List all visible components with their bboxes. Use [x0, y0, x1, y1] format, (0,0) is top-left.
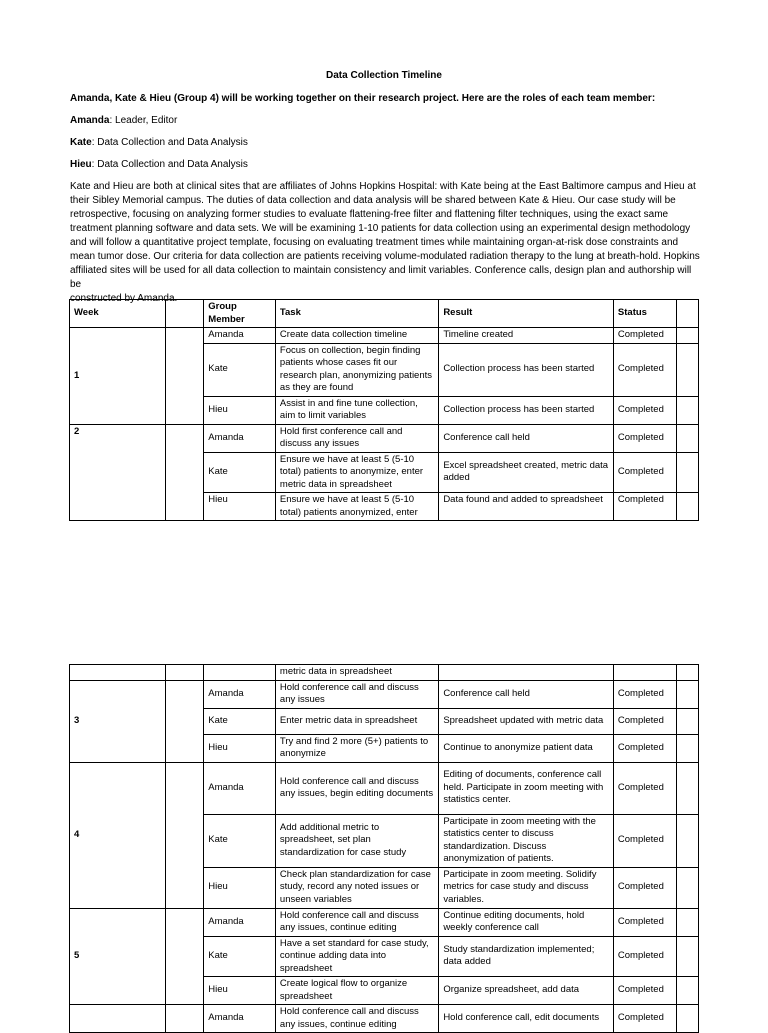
table-row	[70, 762, 699, 814]
role-amanda: Amanda: Leader, Editor	[70, 115, 178, 126]
result-cell: Conference call held	[439, 680, 614, 708]
result-cell: Excel spreadsheet created, metric data added	[439, 452, 614, 493]
task-cell: Ensure we have at least 5 (5-10 total) patients anonymized, enter	[275, 493, 438, 521]
result-cell: Spreadsheet updated with metric data	[439, 708, 614, 734]
timeline-table-part1	[69, 299, 699, 521]
task-cell: Check plan standardization for case study, record any noted issues or unseen variables	[275, 867, 438, 908]
result-cell: Study standardization implemented; data added	[439, 936, 614, 977]
table-row	[70, 424, 699, 452]
member-cell: Kate	[204, 452, 276, 493]
document-title: Data Collection Timeline	[326, 70, 442, 81]
intro-text: Amanda, Kate & Hieu (Group 4) will be working together on their research project. Here are the roles of each team member:	[70, 93, 656, 104]
body-paragraph: Kate and Hieu are both at clinical sites that are affiliates of Johns Hopkins Hospital: with Kate being at the East Baltimore campus and Hieu at their Sibley Memorial campus. The duties of data collection and data analysis will be shared between Kate & Hieu. Our case study will be retrospective, focusing on analyzing former studies to evaluate flattening-free filter and flattening filter techniques, using the exact same treatment planning software and data sets. We will be examining 1-10 patients for data collection using an experimental design methodology and will follow a quantitative project template, focusing on evaluating treatment times while maintaining organ-at-risk dose constraints and mean tumor dose. Our criteria for data collection are patients receiving volume-modulated radiation therapy to the lung at breath-hold. Hopkins affiliated sites will be used for all data collection to maintain consistency and limit variables. Conference calls, design plan and authorship will be constructed by Amanda.	[70, 181, 700, 304]
result-cell: Continue to anonymize patient data	[439, 734, 614, 762]
result-cell: Participate in zoom meeting. Solidify metrics for case study and discuss variables.	[439, 867, 614, 908]
member-cell: Hieu	[204, 867, 276, 908]
task-cell: Ensure we have at least 5 (5-10 total) patients to anonymize, enter metric data in spreadsheet	[275, 452, 438, 493]
status-cell: Completed	[613, 734, 676, 762]
member-cell: Kate	[204, 343, 276, 396]
task-cell: Enter metric data in spreadsheet	[275, 708, 438, 734]
week-cell: 2	[70, 424, 166, 521]
member-cell: Amanda	[204, 908, 276, 936]
result-cell: Timeline created	[439, 328, 614, 344]
member-cell: Kate	[204, 936, 276, 977]
week-cell: 1	[70, 328, 166, 425]
role-hieu: Hieu: Data Collection and Data Analysis	[70, 159, 248, 170]
header-result: Result	[439, 300, 614, 328]
timeline-table-part2	[69, 664, 699, 1033]
member-cell: Amanda	[204, 762, 276, 814]
status-cell: Completed	[613, 762, 676, 814]
member-cell: Amanda	[204, 424, 276, 452]
result-cell: Editing of documents, conference call held. Participate in zoom meeting with statistics center.	[439, 762, 614, 814]
table-row	[70, 680, 699, 708]
header-task: Task	[275, 300, 438, 328]
member-cell: Hieu	[204, 734, 276, 762]
member-cell: Hieu	[204, 493, 276, 521]
week-cell: 4	[70, 762, 166, 908]
status-cell: Completed	[613, 1005, 676, 1033]
header-week: Week	[70, 300, 166, 328]
member-cell: Hieu	[204, 977, 276, 1005]
status-cell: Completed	[613, 814, 676, 867]
status-cell: Completed	[613, 493, 676, 521]
member-cell: Kate	[204, 814, 276, 867]
task-cell: Hold conference call and discuss any issues, continue editing	[275, 1005, 438, 1033]
result-cell: Conference call held	[439, 424, 614, 452]
task-cell: Create logical flow to organize spreadsheet	[275, 977, 438, 1005]
result-cell: Participate in zoom meeting with the statistics center to discuss standardization. Discuss anonymization of patients.	[439, 814, 614, 867]
status-cell: Completed	[613, 424, 676, 452]
status-cell: Completed	[613, 452, 676, 493]
result-cell: Collection process has been started	[439, 396, 614, 424]
status-cell: Completed	[613, 328, 676, 344]
result-cell: Continue editing documents, hold weekly conference call	[439, 908, 614, 936]
header-member: Group Member	[204, 300, 276, 328]
header-status: Status	[613, 300, 676, 328]
table-row	[70, 908, 699, 936]
task-cell: Focus on collection, begin finding patients whose cases fit our research plan, anonymizing patients as they are found	[275, 343, 438, 396]
result-cell: Collection process has been started	[439, 343, 614, 396]
status-cell: Completed	[613, 908, 676, 936]
member-cell: Amanda	[204, 328, 276, 344]
table-header-row	[70, 300, 699, 328]
status-cell: Completed	[613, 708, 676, 734]
task-cell: Hold conference call and discuss any issues	[275, 680, 438, 708]
week-cell: 3	[70, 680, 166, 762]
task-cell: Create data collection timeline	[275, 328, 438, 344]
task-cell: Hold first conference call and discuss any issues	[275, 424, 438, 452]
task-cell: Add additional metric to spreadsheet, set plan standardization for case study	[275, 814, 438, 867]
member-cell: Amanda	[204, 680, 276, 708]
member-cell: Hieu	[204, 396, 276, 424]
result-cell: Organize spreadsheet, add data	[439, 977, 614, 1005]
week-cell: 5	[70, 908, 166, 1005]
table-row	[70, 328, 699, 344]
status-cell: Completed	[613, 680, 676, 708]
table-row	[70, 665, 699, 681]
task-cell: Have a set standard for case study, continue adding data into spreadsheet	[275, 936, 438, 977]
task-cell: Hold conference call and discuss any issues, begin editing documents	[275, 762, 438, 814]
task-cell: metric data in spreadsheet	[275, 665, 438, 681]
status-cell: Completed	[613, 977, 676, 1005]
member-cell: Amanda	[204, 1005, 276, 1033]
result-cell: Hold conference call, edit documents	[439, 1005, 614, 1033]
table-row	[70, 1005, 699, 1033]
result-cell: Data found and added to spreadsheet	[439, 493, 614, 521]
status-cell: Completed	[613, 936, 676, 977]
role-kate: Kate: Data Collection and Data Analysis	[70, 137, 248, 148]
status-cell: Completed	[613, 343, 676, 396]
task-cell: Hold conference call and discuss any issues, continue editing	[275, 908, 438, 936]
task-cell: Assist in and fine tune collection, aim to limit variables	[275, 396, 438, 424]
task-cell: Try and find 2 more (5+) patients to anonymize	[275, 734, 438, 762]
status-cell: Completed	[613, 867, 676, 908]
status-cell: Completed	[613, 396, 676, 424]
member-cell: Kate	[204, 708, 276, 734]
